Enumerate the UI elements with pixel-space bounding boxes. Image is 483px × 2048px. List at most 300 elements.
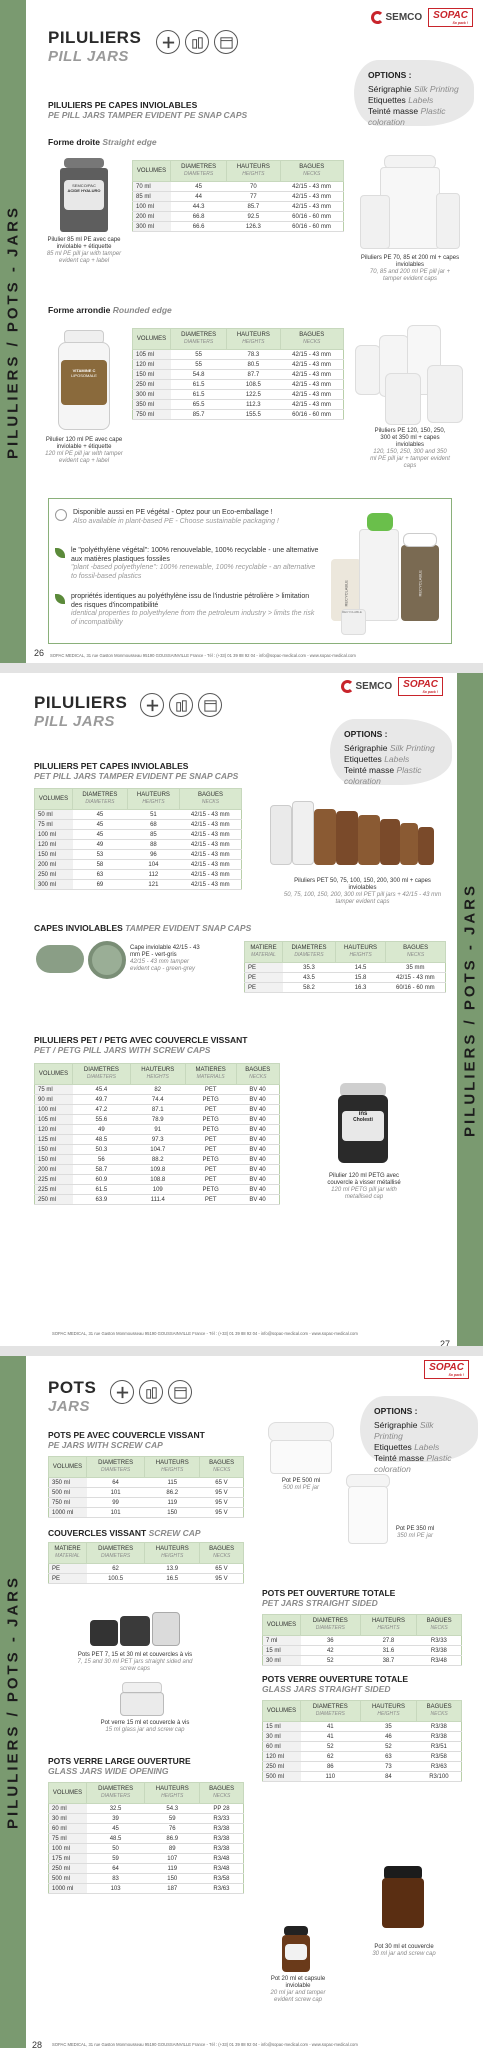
- table-cell: 104.7: [130, 1145, 185, 1155]
- table-cell: 85 ml: [133, 192, 171, 202]
- table-cell: PETG: [185, 1115, 236, 1125]
- table-cell: R3/38: [200, 1834, 244, 1844]
- table-cell: 85: [127, 830, 179, 840]
- table-header: HAUTEURS HEIGHTS: [145, 1457, 200, 1478]
- table-row: [263, 1762, 462, 1772]
- table-cell: 120 ml: [35, 1125, 73, 1135]
- section-subtitle: GLASS JARS WIDE OPENING: [48, 1766, 169, 1776]
- table-cell: 500 ml: [49, 1874, 87, 1884]
- table-cell: 86.2: [145, 1488, 200, 1498]
- table-cell: 126.3: [227, 222, 280, 232]
- page-title: POTS: [48, 1378, 97, 1397]
- table-row: [133, 400, 344, 410]
- table-cell: 300 ml: [35, 880, 73, 890]
- table-cell: 45: [87, 1824, 145, 1834]
- table-cell: PET: [185, 1175, 236, 1185]
- table-cell: 86.9: [145, 1834, 200, 1844]
- table-cell: 49.7: [73, 1095, 131, 1105]
- table-cell: BV 40: [236, 1085, 279, 1095]
- pill-jars-rounded-image: [355, 325, 465, 425]
- table-row: [263, 1752, 462, 1762]
- table-cell: 97.3: [130, 1135, 185, 1145]
- pe-jar-500ml-image: [268, 1422, 334, 1474]
- table-cell: R3/63: [417, 1762, 462, 1772]
- table-cell: BV 40: [236, 1105, 279, 1115]
- table-cell: 15.8: [335, 973, 385, 983]
- table-cell: 45: [73, 830, 128, 840]
- table-cell: 50: [87, 1844, 145, 1854]
- table-cell: 120 ml: [263, 1752, 301, 1762]
- table-cell: 20 ml: [49, 1804, 87, 1814]
- table-cell: 35 mm: [386, 963, 446, 973]
- section-subtitle: PE JARS WITH SCREW CAP: [48, 1440, 163, 1450]
- sidebar-label: PILULIERS / POTS - JARS: [461, 882, 479, 1137]
- table-cell: 44.3: [171, 202, 227, 212]
- table-cell: 105 ml: [133, 350, 171, 360]
- table-cell: 32.5: [87, 1804, 145, 1814]
- table-cell: 110: [301, 1772, 361, 1782]
- caption-70-85-200: Piluliers PE 70, 85 et 200 ml + capes inviolables 70, 85 and 200 ml PE pill jar + tamper evident caps: [360, 255, 460, 282]
- table-cell: 61.5: [171, 390, 227, 400]
- table-row: [35, 1095, 280, 1105]
- table-cell: 42/15 - 43 mm: [280, 202, 343, 212]
- table-cell: 44: [171, 192, 227, 202]
- caption-snap-cap: Cape inviolable 42/15 - 43 mm PE - vert-gris 42/15 - 43 mm tamper evident cap - green-grey: [130, 945, 200, 972]
- table-row: [35, 810, 242, 820]
- pill-jars-70-85-200-image: [360, 155, 460, 250]
- table-cell: R3/38: [417, 1646, 462, 1656]
- bottles-icon: [169, 693, 193, 717]
- table-cell: 84: [360, 1772, 417, 1782]
- table-cell: 43.5: [283, 973, 336, 983]
- table-row: [35, 1125, 280, 1135]
- table-header: VOLUMES: [263, 1615, 301, 1636]
- options-box: OPTIONS : Sérigraphie Silk Printing Etiquettes Labels Teinté masse Plastic coloration: [354, 60, 474, 126]
- sopac-logo: SOPAC So pack !: [398, 677, 443, 696]
- table-cell: 38.7: [360, 1656, 417, 1666]
- table-cell: 200 ml: [35, 1165, 73, 1175]
- section-title: POTS PET OUVERTURE TOTALE: [262, 1588, 396, 1598]
- table-cell: 35: [360, 1722, 417, 1732]
- table-cell: 16.3: [335, 983, 385, 993]
- table-header: HAUTEURS HEIGHTS: [227, 329, 280, 350]
- table-cell: 750 ml: [49, 1498, 87, 1508]
- table-cell: 55: [171, 360, 227, 370]
- table-header: MATIERE MATERIAL: [245, 942, 283, 963]
- table-cell: 78.3: [227, 350, 280, 360]
- table-cell: BV 40: [236, 1125, 279, 1135]
- table-row: [49, 1508, 244, 1518]
- table-cell: R3/38: [200, 1844, 244, 1854]
- table-cell: PET: [185, 1165, 236, 1175]
- eco-info-icon: [55, 509, 67, 521]
- table-cell: 13.9: [145, 1564, 200, 1574]
- table-row: [245, 973, 446, 983]
- table-cell: R3/48: [200, 1854, 244, 1864]
- table-cell: 112: [127, 870, 179, 880]
- table-cell: 88: [127, 840, 179, 850]
- table-cell: 51: [127, 810, 179, 820]
- table-cell: 60 ml: [263, 1742, 301, 1752]
- caption-pe-500: Pot PE 500 ml 500 ml PE jar: [281, 1478, 321, 1491]
- table-cell: 15 ml: [263, 1646, 301, 1656]
- table-header: BAGUES NECKS: [417, 1615, 462, 1636]
- table-cell: 150 ml: [35, 850, 73, 860]
- table-cell: 122.5: [227, 390, 280, 400]
- table-cell: 100 ml: [133, 202, 171, 212]
- page-title: PILULIERS: [48, 28, 142, 47]
- table-cell: 52: [301, 1742, 361, 1752]
- caption-jar-20: Pot 20 ml et capsule inviolable 20 ml jar and tamper evident screw cap: [270, 1976, 326, 2003]
- plus-icon: [110, 1380, 134, 1404]
- table-cell: 42/15 - 43 mm: [180, 850, 242, 860]
- table-header: DIAMETRES DIAMETERS: [171, 329, 227, 350]
- table-cell: 68: [127, 820, 179, 830]
- table-cell: 100 ml: [49, 1844, 87, 1854]
- table-cell: 187: [145, 1884, 200, 1894]
- table-cell: PE: [245, 963, 283, 973]
- table-cell: 30 ml: [263, 1732, 301, 1742]
- calendar-icon: [198, 693, 222, 717]
- pet-pill-jars-image: [270, 795, 440, 875]
- table-cell: 95 V: [200, 1574, 244, 1584]
- table-cell: 101: [87, 1488, 145, 1498]
- table-header: VOLUMES: [133, 161, 171, 182]
- table-cell: 63: [73, 870, 128, 880]
- feature-icons: [140, 693, 222, 717]
- table-cell: 225 ml: [35, 1175, 73, 1185]
- table-cell: 155.5: [227, 410, 280, 420]
- table-row: [35, 1185, 280, 1195]
- table-cell: R3/38: [417, 1722, 462, 1732]
- table-cell: 15 ml: [263, 1722, 301, 1732]
- table-cell: BV 40: [236, 1135, 279, 1145]
- sopac-logo: SOPAC So pack !: [424, 1360, 469, 1379]
- table-row: [49, 1478, 244, 1488]
- table-header: BAGUES NECKS: [280, 329, 343, 350]
- table-cell: 108.5: [227, 380, 280, 390]
- calendar-icon: [168, 1380, 192, 1404]
- section-title: PILULIERS PET CAPES INVIOLABLES: [34, 761, 189, 771]
- table-cell: 42/15 - 43 mm: [180, 880, 242, 890]
- table-cell: 500 ml: [49, 1488, 87, 1498]
- table-cell: 250 ml: [35, 1195, 73, 1205]
- table-row: [49, 1814, 244, 1824]
- table-cell: 115: [145, 1478, 200, 1488]
- pe-jars-spec-table: [48, 1456, 244, 1518]
- table-cell: 200 ml: [35, 860, 73, 870]
- table-cell: 45: [73, 820, 128, 830]
- category-sidebar: [0, 0, 26, 663]
- table-cell: 41: [301, 1732, 361, 1742]
- table-cell: 42/15 - 43 mm: [280, 350, 343, 360]
- jar-20ml-image: [282, 1926, 310, 1972]
- table-row: [133, 390, 344, 400]
- screw-caps-spec-table: [48, 1542, 244, 1584]
- table-row: [35, 880, 242, 890]
- page-footer: SOPAC MEDICAL, 31 rue Gaston Monmousseau 95190 GOUSSAINVILLE France - Tél : (+33) 01 39 88 92 04 - info@sopac-medical.com - www.sopac-medical.com: [52, 1331, 358, 1336]
- rounded-edge-spec-table: [132, 328, 344, 420]
- table-cell: 55.6: [73, 1115, 131, 1125]
- table-cell: 87.7: [227, 370, 280, 380]
- page-number: 27: [440, 1339, 451, 1346]
- caption-120ml: Pilulier 120 ml PE avec cape inviolable + étiquette 120 ml PE pill jar with tamper evident cap + label: [45, 437, 123, 464]
- table-cell: PETG: [185, 1095, 236, 1105]
- table-cell: R3/38: [417, 1732, 462, 1742]
- table-row: [35, 1155, 280, 1165]
- table-cell: R3/63: [200, 1884, 244, 1894]
- section-title: POTS VERRE OUVERTURE TOTALE: [262, 1674, 409, 1684]
- table-row: [49, 1574, 244, 1584]
- table-cell: 50 ml: [35, 810, 73, 820]
- caption-jar-30: Pot 30 ml et couvercle 30 ml jar and screw cap: [372, 1944, 436, 1957]
- table-header: DIAMETRES DIAMETERS: [73, 789, 128, 810]
- feature-icons: [156, 30, 238, 54]
- table-header: VOLUMES: [49, 1783, 87, 1804]
- table-header: BAGUES NECKS: [200, 1457, 244, 1478]
- table-row: [35, 1115, 280, 1125]
- table-row: [35, 820, 242, 830]
- table-cell: 42/15 - 43 mm: [280, 390, 343, 400]
- table-row: [35, 1135, 280, 1145]
- table-cell: 60 ml: [49, 1824, 87, 1834]
- table-cell: 125 ml: [35, 1135, 73, 1145]
- table-cell: BV 40: [236, 1195, 279, 1205]
- table-cell: 62: [301, 1752, 361, 1762]
- table-cell: 95 V: [200, 1488, 244, 1498]
- table-cell: 90 ml: [35, 1095, 73, 1105]
- straight-edge-spec-table: [132, 160, 344, 232]
- table-cell: 1000 ml: [49, 1508, 87, 1518]
- table-cell: 82: [130, 1085, 185, 1095]
- caption-85ml: Pilulier 85 ml PE avec cape inviolable + étiquette 85 ml PE pill jar with tamper evident cap + label: [46, 237, 122, 264]
- table-row: [133, 222, 344, 232]
- table-cell: 65.5: [171, 400, 227, 410]
- table-header: DIAMETRES DIAMETERS: [301, 1615, 361, 1636]
- table-cell: 14.5: [335, 963, 385, 973]
- table-cell: 100 ml: [35, 830, 73, 840]
- screw-caps-heading: COUVERCLES VISSANT SCREW CAP: [48, 1528, 201, 1538]
- table-header: DIAMETRES DIAMETERS: [301, 1701, 361, 1722]
- table-row: [49, 1854, 244, 1864]
- table-header: HAUTEURS HEIGHTS: [360, 1701, 417, 1722]
- table-cell: 100 ml: [35, 1105, 73, 1115]
- table-cell: 99: [87, 1498, 145, 1508]
- pet-straight-jars-spec-table: [262, 1614, 462, 1666]
- table-row: [133, 212, 344, 222]
- table-cell: 66.6: [171, 222, 227, 232]
- table-header: BAGUES NECKS: [417, 1701, 462, 1722]
- page-number: 28: [32, 2040, 43, 2048]
- table-row: [49, 1498, 244, 1508]
- table-row: [35, 850, 242, 860]
- options-box: OPTIONS : Sérigraphie Silk Printing Etiquettes Labels Teinté masse Plastic coloration: [360, 1396, 478, 1462]
- leaf-icon: [55, 594, 65, 604]
- page-footer: SOPAC MEDICAL, 31 rue Gaston Monmousseau 95190 GOUSSAINVILLE France - Tél : (+33) 01 39 88 92 04 - info@sopac-medical.com - www.sopac-medical.com: [52, 2042, 358, 2047]
- table-cell: R3/100: [417, 1772, 462, 1782]
- screw-cap-pill-jars-spec-table: [34, 1063, 280, 1205]
- table-row: [35, 840, 242, 850]
- table-cell: 42/15 - 43 mm: [280, 400, 343, 410]
- table-cell: 60/16 - 60 mm: [280, 222, 343, 232]
- table-row: [35, 1195, 280, 1205]
- table-cell: 74.4: [130, 1095, 185, 1105]
- table-header: DIAMETRES DIAMETERS: [73, 1064, 131, 1085]
- table-cell: 104: [127, 860, 179, 870]
- table-cell: 150: [145, 1874, 200, 1884]
- table-header: HAUTEURS HEIGHTS: [145, 1543, 200, 1564]
- table-cell: R3/38: [200, 1824, 244, 1834]
- plant-based-jars-image: RECYCLABLE RECYCLABLE RECYCLABLE: [331, 509, 446, 637]
- table-cell: 80.5: [227, 360, 280, 370]
- table-cell: 60/16 - 60 mm: [280, 212, 343, 222]
- page-title: PILULIERS: [34, 693, 128, 712]
- table-cell: 109.8: [130, 1165, 185, 1175]
- table-cell: 41: [301, 1722, 361, 1732]
- table-cell: 52: [301, 1656, 361, 1666]
- table-row: [35, 1175, 280, 1185]
- table-cell: 300 ml: [133, 390, 171, 400]
- table-cell: 42/15 - 43 mm: [386, 973, 446, 983]
- sidebar-label: PILULIERS / POTS - JARS: [4, 1574, 22, 1830]
- table-cell: 70: [227, 182, 280, 192]
- table-header: BAGUES NECKS: [200, 1783, 244, 1804]
- table-cell: 54.8: [171, 370, 227, 380]
- table-cell: 60.9: [73, 1175, 131, 1185]
- table-row: [263, 1772, 462, 1782]
- table-cell: R3/58: [417, 1752, 462, 1762]
- table-row: [133, 410, 344, 420]
- table-cell: 42/15 - 43 mm: [180, 870, 242, 880]
- brand-logos: [341, 677, 444, 696]
- page-number: 26: [34, 648, 45, 658]
- table-header: BAGUES NECKS: [180, 789, 242, 810]
- table-cell: 107: [145, 1854, 200, 1864]
- table-cell: 50.3: [73, 1145, 131, 1155]
- catalog-page-26: [0, 0, 483, 663]
- table-cell: 65 V: [200, 1564, 244, 1574]
- section-subtitle: PE PILL JARS TAMPER EVIDENT PE SNAP CAPS: [48, 110, 248, 120]
- table-cell: 49: [73, 840, 128, 850]
- table-cell: 200 ml: [133, 212, 171, 222]
- table-cell: 61.5: [171, 380, 227, 390]
- table-header: VOLUMES: [35, 789, 73, 810]
- table-header: MATIERE MATERIAL: [49, 1543, 87, 1564]
- caption-rounded-jars: Piluliers PE 120, 150, 250, 300 et 350 ml + capes inviolables 120, 150, 250, 300 and 350 ml PE pill jar + tamper evident caps: [370, 428, 450, 469]
- table-row: [35, 1105, 280, 1115]
- table-cell: BV 40: [236, 1115, 279, 1125]
- section-subtitle: PET JARS STRAIGHT SIDED: [262, 1598, 378, 1608]
- eco-packaging-box: Disponible aussi en PE végétal - Optez pour un Eco-emballage ! Also available in plant-based PE - Choose sustainable packaging ! le "polyéthylène végétal": 100% renouvelable, 100% recyclable - une alternative aux matières plastiques fossiles "plant -based polyethylene": 100% renewable, 100% recyclable - an alternative to fossil-based plastics propriétés identiques au polyéthylène issu de l'industrie pétrolière > limitation des risques d'incompatibilité identical properties to polyethylene from the petroleum industry > limits the risk of incompatibility RECYCLABLE RECYCLABLE RECYCLABLE: [48, 498, 452, 644]
- table-cell: 16.5: [145, 1574, 200, 1584]
- table-cell: 175 ml: [49, 1854, 87, 1864]
- table-row: [245, 963, 446, 973]
- table-row: [263, 1742, 462, 1752]
- table-row: [245, 983, 446, 993]
- table-cell: 45: [73, 810, 128, 820]
- catalog-page-27: [0, 663, 483, 1346]
- table-cell: 85.7: [171, 410, 227, 420]
- table-cell: PETG: [185, 1155, 236, 1165]
- table-row: [49, 1824, 244, 1834]
- table-cell: 42/15 - 43 mm: [280, 380, 343, 390]
- table-cell: BV 40: [236, 1095, 279, 1105]
- straight-edge-heading: Forme droite Straight edge: [48, 137, 157, 147]
- table-row: [49, 1834, 244, 1844]
- table-cell: 75 ml: [49, 1834, 87, 1844]
- table-cell: 56: [73, 1155, 131, 1165]
- table-cell: 109: [130, 1185, 185, 1195]
- table-cell: 95 V: [200, 1498, 244, 1508]
- table-cell: 31.6: [360, 1646, 417, 1656]
- table-cell: 500 ml: [263, 1772, 301, 1782]
- section-subtitle: PET PILL JARS TAMPER EVIDENT PE SNAP CAPS: [34, 771, 239, 781]
- sopac-logo: SOPAC So pack !: [428, 8, 473, 27]
- table-cell: 69: [73, 880, 128, 890]
- table-header: VOLUMES: [133, 329, 171, 350]
- table-cell: 65 V: [200, 1478, 244, 1488]
- table-row: [263, 1646, 462, 1656]
- table-header: DIAMETRES DIAMETERS: [87, 1457, 145, 1478]
- table-cell: 54.3: [145, 1804, 200, 1814]
- semco-logo: SEMCO: [371, 11, 423, 24]
- table-cell: 250 ml: [133, 380, 171, 390]
- glass-straight-jars-spec-table: [262, 1700, 462, 1782]
- table-cell: 75 ml: [35, 1085, 73, 1095]
- table-cell: 78.9: [130, 1115, 185, 1125]
- table-header: DIAMETRES DIAMETERS: [283, 942, 336, 963]
- table-cell: 300 ml: [133, 222, 171, 232]
- table-cell: 150: [145, 1508, 200, 1518]
- table-cell: 42/15 - 43 mm: [180, 810, 242, 820]
- table-cell: BV 40: [236, 1165, 279, 1175]
- table-cell: 30 ml: [263, 1656, 301, 1666]
- table-cell: BV 40: [236, 1145, 279, 1155]
- table-cell: 150 ml: [35, 1145, 73, 1155]
- table-cell: 83: [87, 1874, 145, 1884]
- table-cell: 59: [87, 1854, 145, 1864]
- table-cell: 150 ml: [133, 370, 171, 380]
- table-cell: 350 ml: [133, 400, 171, 410]
- bottles-icon: [185, 30, 209, 54]
- table-cell: PET: [185, 1195, 236, 1205]
- table-row: [35, 870, 242, 880]
- table-cell: R3/58: [200, 1874, 244, 1884]
- caption-petg-jar: Pilulier 120 ml PETG avec couvercle à visser métallisé 120 ml PETG pill jar with metallised cap: [327, 1173, 401, 1200]
- glass-jar-15ml-image: [120, 1682, 164, 1716]
- caption-pet-7-15-30: Pots PET 7, 15 et 30 ml et couvercles à vis 7, 15 and 30 ml PET jars straight sided and screw caps: [77, 1652, 193, 1672]
- table-header: BAGUES NECKS: [280, 161, 343, 182]
- brand-logos: [371, 8, 474, 27]
- table-cell: PETG: [185, 1125, 236, 1135]
- table-cell: 42/15 - 43 mm: [180, 830, 242, 840]
- pet-jars-7-15-30-image: [90, 1612, 180, 1648]
- table-cell: 108.8: [130, 1175, 185, 1185]
- table-cell: 250 ml: [263, 1762, 301, 1772]
- table-row: [49, 1874, 244, 1884]
- table-cell: 60/16 - 60 mm: [386, 983, 446, 993]
- table-cell: 42/15 - 43 mm: [180, 840, 242, 850]
- table-cell: 91: [130, 1125, 185, 1135]
- table-row: [35, 1145, 280, 1155]
- table-cell: 58: [73, 860, 128, 870]
- table-cell: PET: [185, 1135, 236, 1145]
- table-cell: 62: [87, 1564, 145, 1574]
- table-cell: 121: [127, 880, 179, 890]
- table-header: HAUTEURS HEIGHTS: [127, 789, 179, 810]
- table-cell: BV 40: [236, 1185, 279, 1195]
- table-cell: PET: [185, 1085, 236, 1095]
